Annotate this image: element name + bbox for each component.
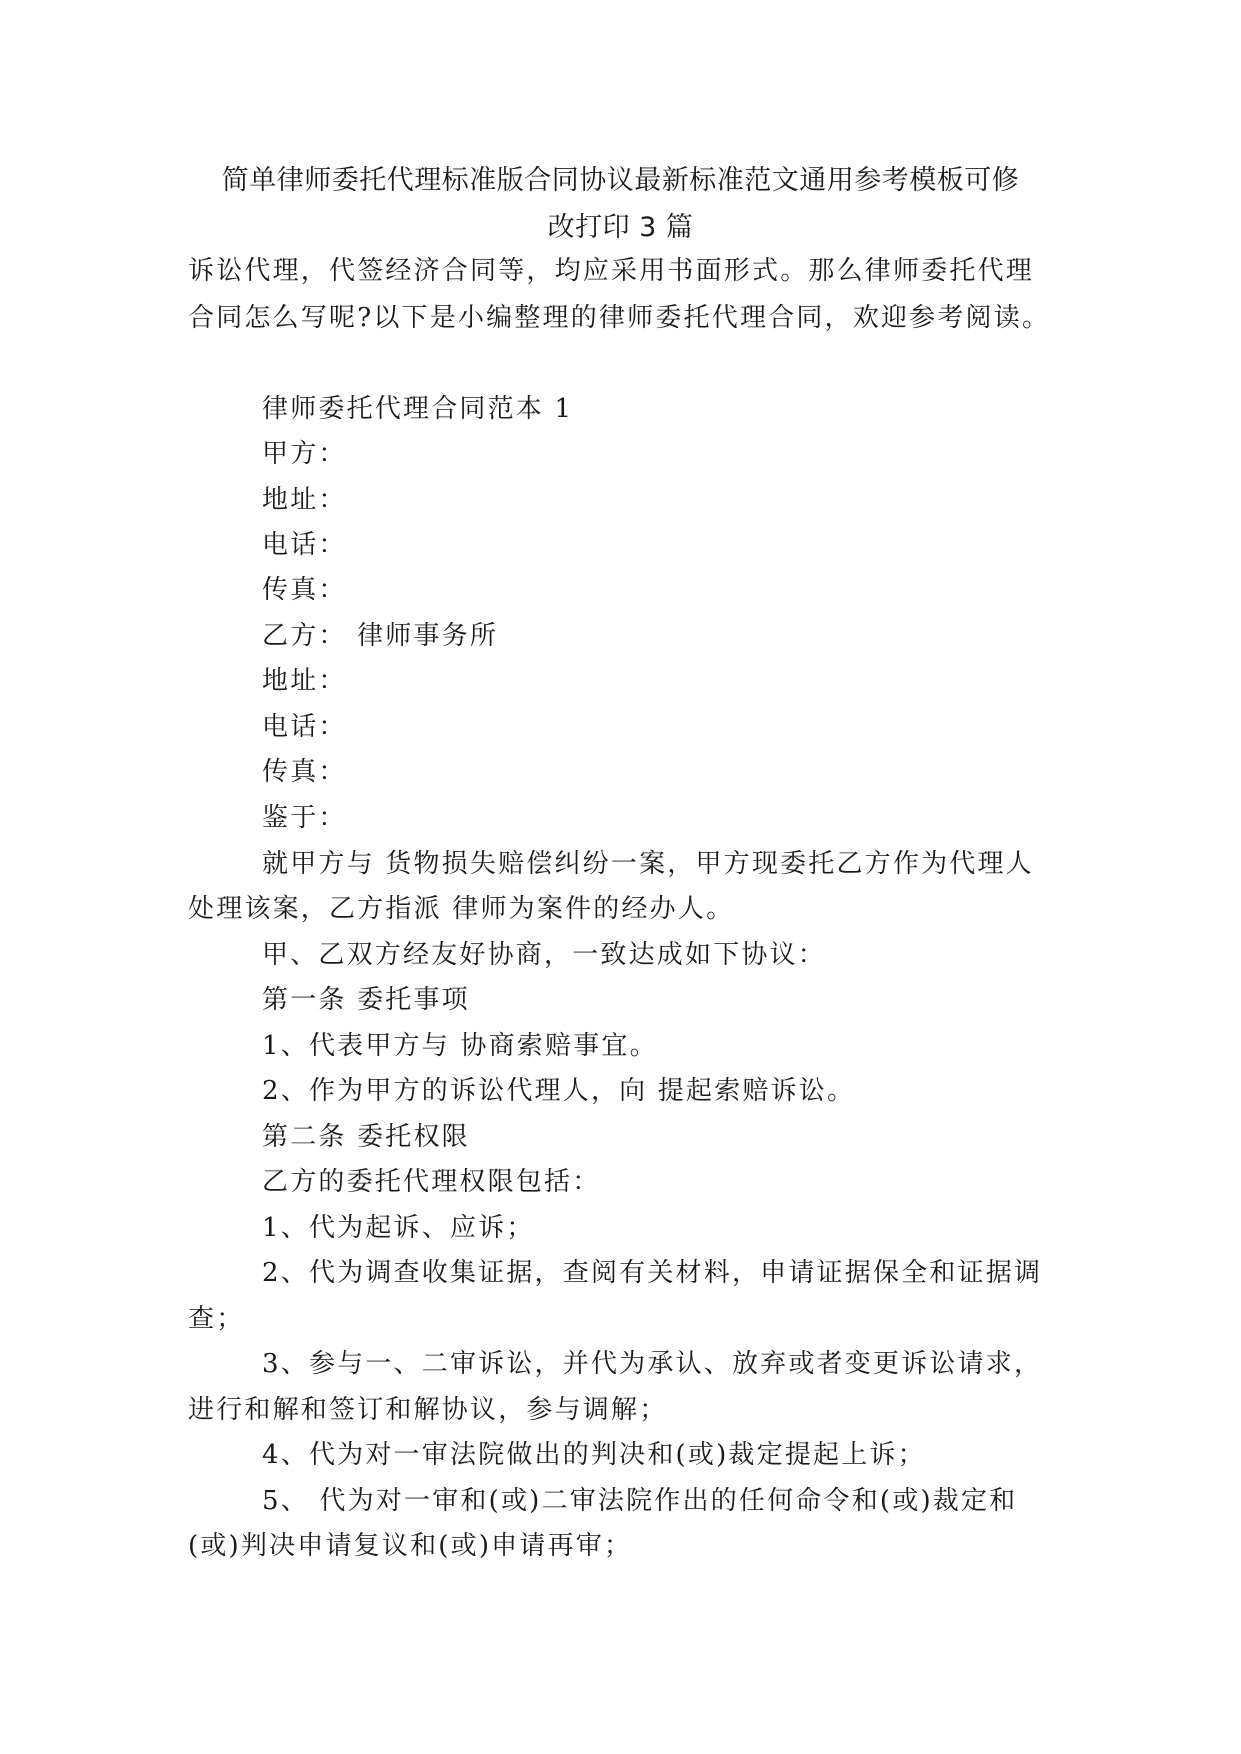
clause-line: 2、代为调查收集证据，查阅有关材料，申请证据保全和证据调 [262, 1258, 1043, 1288]
article-heading: 第二条 委托权限 [262, 1122, 470, 1152]
clause-line: 进行和解和签订和解协议，参与调解； [188, 1395, 668, 1425]
body-line: 处理该案，乙方指派 律师为案件的经办人。 [188, 894, 735, 924]
clause-line: 3、参与一、二审诉讼，并代为承认、放弃或者变更诉讼请求， [262, 1349, 1043, 1379]
clause-line: 1、代表甲方与 协商索赔事宜。 [262, 1031, 658, 1061]
clause-line: 4、代为对一审法院做出的判决和(或)裁定提起上诉； [262, 1440, 926, 1470]
clause-line: 查； [188, 1304, 245, 1334]
clause-line: 2、作为甲方的诉讼代理人，向 提起索赔诉讼。 [262, 1076, 856, 1106]
party-a-phone: 电话： [262, 530, 347, 560]
party-a-address: 地址： [262, 485, 347, 515]
body-line: 甲、乙双方经友好协商，一致达成如下协议： [262, 940, 827, 970]
document-title-line-2: 改打印 3 篇 [547, 212, 694, 243]
document-title-line-1: 简单律师委托代理标准版合同协议最新标准范文通用参考模板可修 [221, 165, 1020, 196]
whereas-label: 鉴于： [262, 803, 347, 833]
clause-line: (或)判决申请复议和(或)申请再审； [188, 1531, 633, 1561]
party-a-fax: 传真： [262, 575, 347, 605]
intro-line-2: 合同怎么写呢?以下是小编整理的律师委托代理合同，欢迎参考阅读。 [188, 303, 1051, 333]
clause-line: 5、 代为对一审和(或)二审法院作出的任何命令和(或)裁定和 [262, 1486, 1018, 1516]
party-a-label: 甲方： [262, 439, 347, 469]
clause-line: 1、代为起诉、应诉； [262, 1213, 535, 1243]
party-b-label: 乙方： 律师事务所 [262, 621, 499, 651]
body-line: 乙方的委托代理权限包括： [262, 1167, 601, 1197]
party-b-phone: 电话： [262, 712, 347, 742]
body-line: 就甲方与 货物损失赔偿纠纷一案，甲方现委托乙方作为代理人 [262, 849, 1034, 879]
article-heading: 第一条 委托事项 [262, 985, 470, 1015]
party-b-address: 地址： [262, 666, 347, 696]
party-b-fax: 传真： [262, 757, 347, 787]
section-heading: 律师委托代理合同范本 1 [262, 394, 574, 424]
intro-line-1: 诉讼代理，代签经济合同等，均应采用书面形式。那么律师委托代理 [188, 256, 1035, 286]
